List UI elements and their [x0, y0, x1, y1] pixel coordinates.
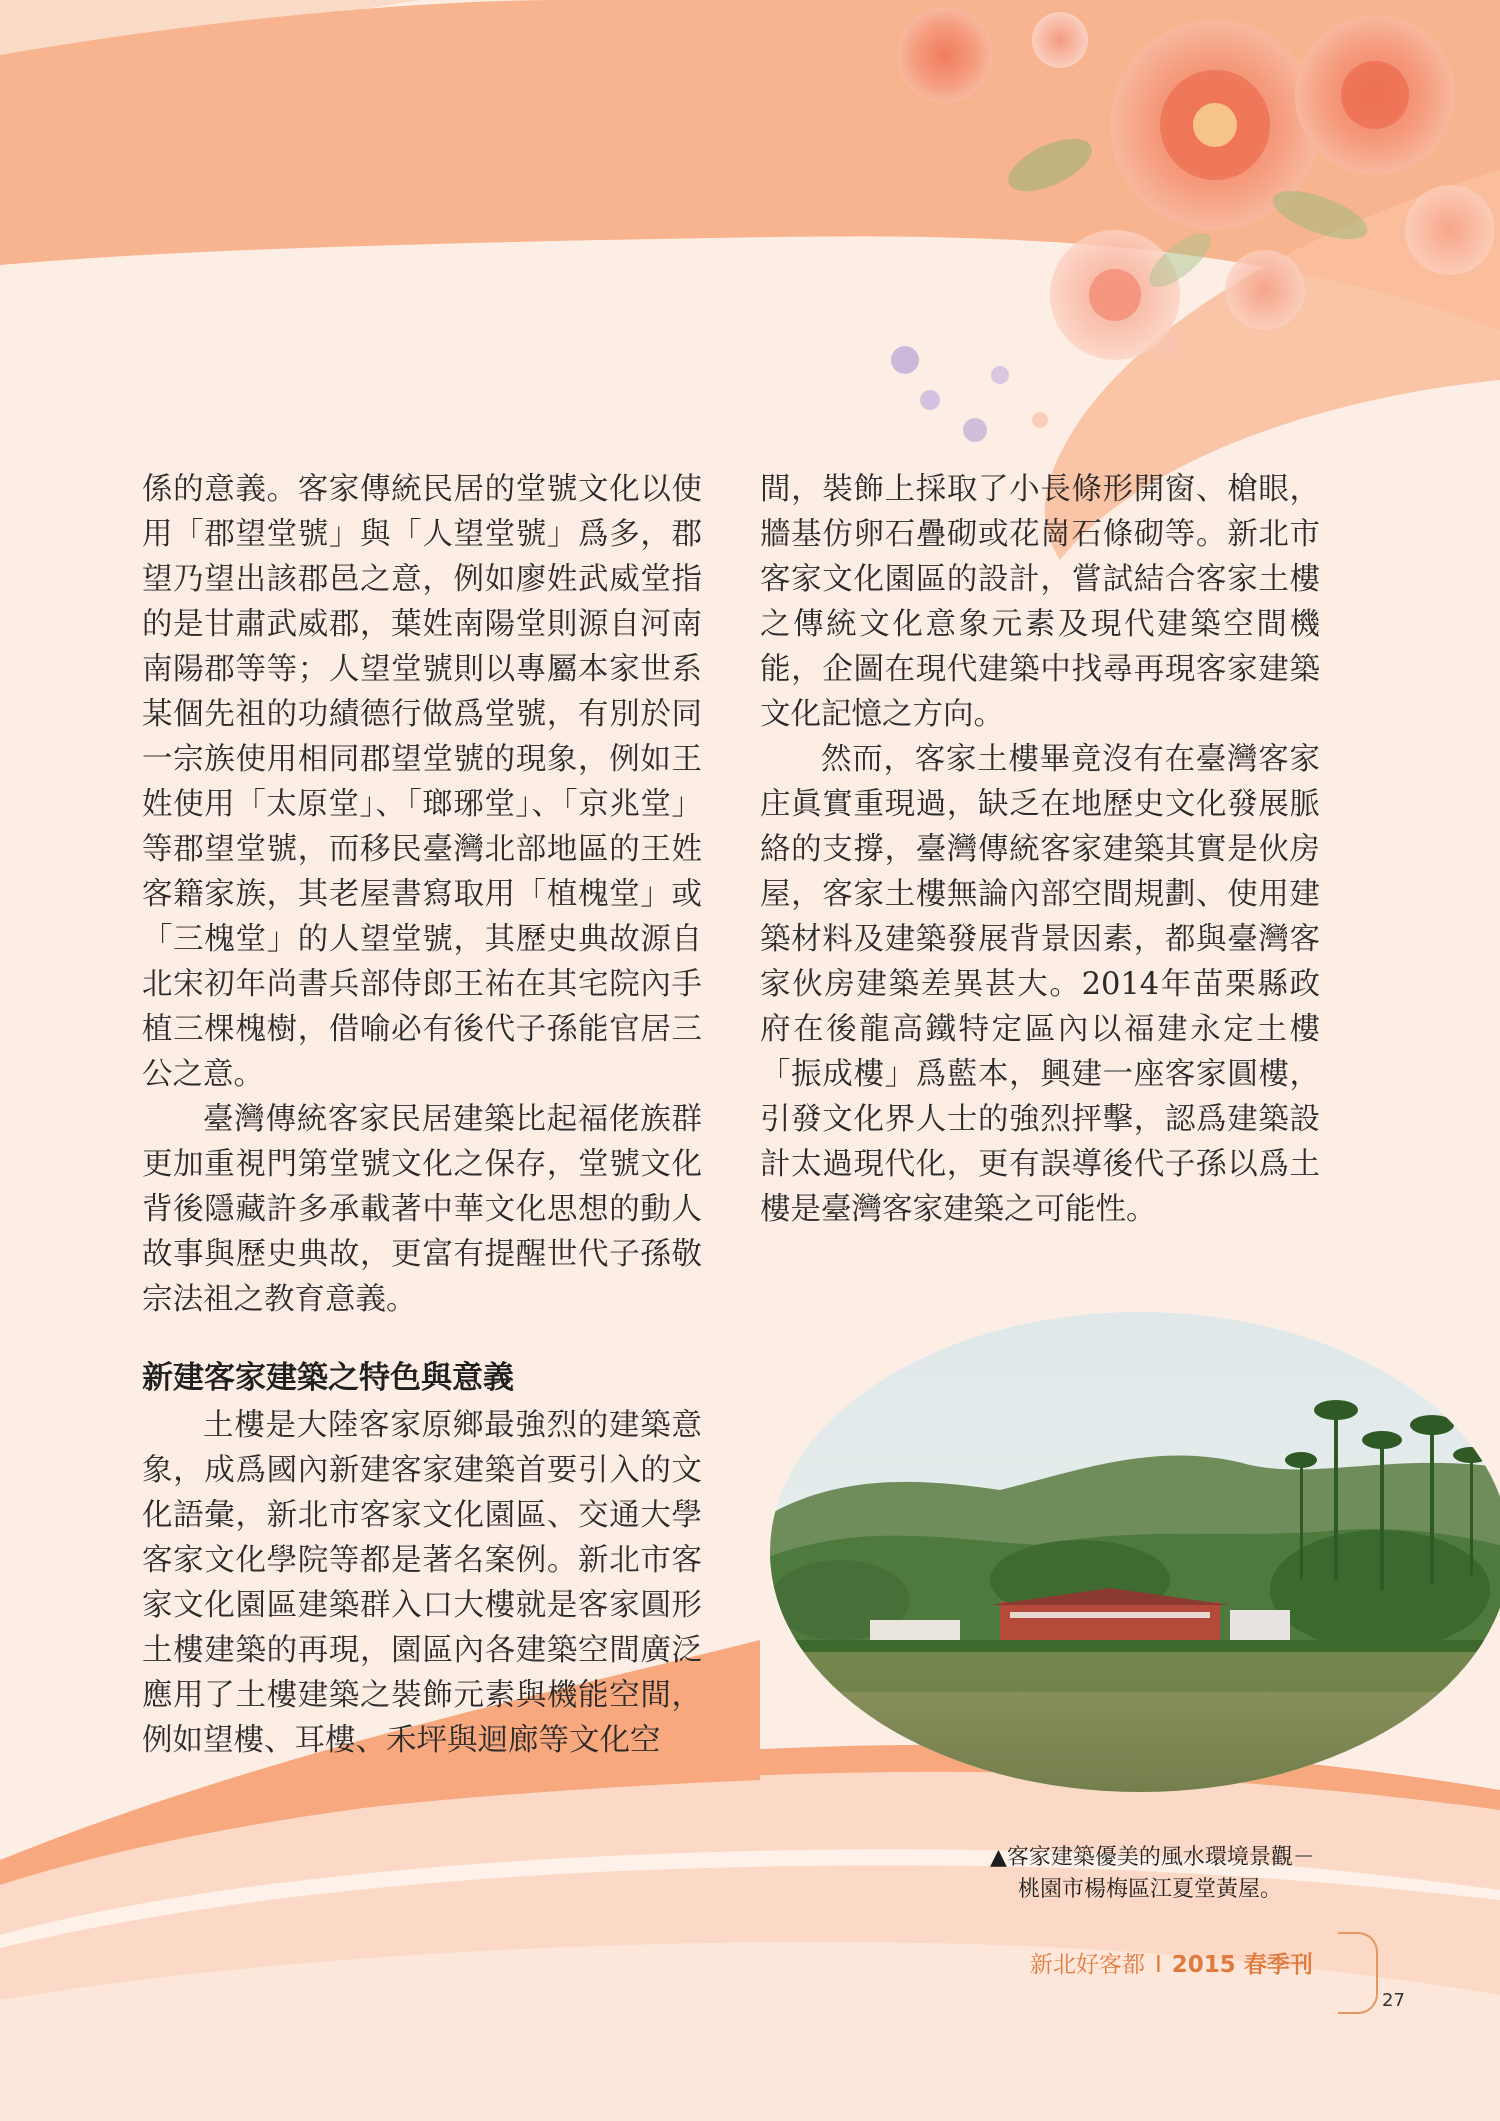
photo-caption-line-1: ▲客家建築優美的風水環境景觀－: [990, 1845, 1315, 1870]
page-number-bracket: [1338, 1932, 1378, 2014]
footer-separator: I: [1155, 1952, 1162, 1978]
page-number: 27: [1382, 1990, 1405, 2011]
section-paragraph: 土樓是大陸客家原鄉最強烈的建築意象，成爲國內新建客家建築首要引入的文化語彙，新北市客家文化園區、交通大學客家文化學院等都是著名案例。新北市客家文化園區建築群入口大樓就是客家圓形土樓建築的再現，園區內各建築空間廣泛應用了土樓建築之裝飾元素與機能空間，例如望樓、耳樓、禾坪與迴廊等文化空: [142, 1408, 702, 1758]
left-paragraph-2: 臺灣傳統客家民居建築比起福佬族群更加重視門第堂號文化之保存，堂號文化背後隱藏許多承載著中華文化思想的動人故事與歷史典故，更富有提醒世代子孫敬宗法祖之教育意義。: [142, 1102, 702, 1317]
left-text-column: [142, 467, 702, 1322]
magazine-name: 新北好客都: [1030, 1952, 1145, 1978]
right-paragraph-1: 間，裝飾上採取了小長條形開窗、槍眼，牆基仿卵石疊砌或花崗石條砌等。新北市客家文化園區的設計，嘗試結合客家土樓之傳統文化意象元素及現代建築空間機能，企圖在現代建築中找尋再現客家建築文化記憶之方向。: [760, 472, 1320, 732]
section-text-column: [142, 1403, 702, 1763]
footer: [1030, 1946, 1330, 1979]
section-heading: 新建客家建築之特色與意義: [142, 1360, 514, 1396]
photo-caption-line-2: 桃園市楊梅區江夏堂黃屋。: [1018, 1877, 1283, 1902]
right-paragraph-2: 然而，客家土樓畢竟沒有在臺灣客家庄眞實重現過，缺乏在地歷史文化發展脈絡的支撐，臺灣傳統客家建築其實是伙房屋，客家土樓無論內部空間規劃、使用建築材料及建築發展背景因素，都與臺灣客家伙房建築差異甚大。2014年苗栗縣政府在後龍高鐵特定區內以福建永定土樓「振成樓」爲藍本，興建一座客家圓樓，引發文化界人士的強烈抨擊，認爲建築設計太過現代化，更有誤導後代子孫以爲土樓是臺灣客家建築之可能性。: [760, 742, 1320, 1227]
landscape-photo: [760, 1300, 1500, 1822]
issue-label: 2015 春季刊: [1171, 1952, 1313, 1978]
right-text-column: [760, 467, 1320, 1232]
left-paragraph-1: 係的意義。客家傳統民居的堂號文化以使用「郡望堂號」與「人望堂號」爲多，郡望乃望出該郡邑之意，例如廖姓武威堂指的是甘肅武威郡，葉姓南陽堂則源自河南南陽郡等等；人望堂號則以專屬本家世系某個先祖的功績德行做爲堂號，有別於同一宗族使用相同郡望堂號的現象，例如王姓使用「太原堂」、「瑯琊堂」、「京兆堂」等郡望堂號，而移民臺灣北部地區的王姓客籍家族，其老屋書寫取用「植槐堂」或「三槐堂」的人望堂號，其歷史典故源自北宋初年尚書兵部侍郎王祐在其宅院內手植三棵槐樹，借喻必有後代子孫能官居三公之意。: [142, 472, 702, 1092]
photo-caption: [990, 1842, 1410, 1906]
